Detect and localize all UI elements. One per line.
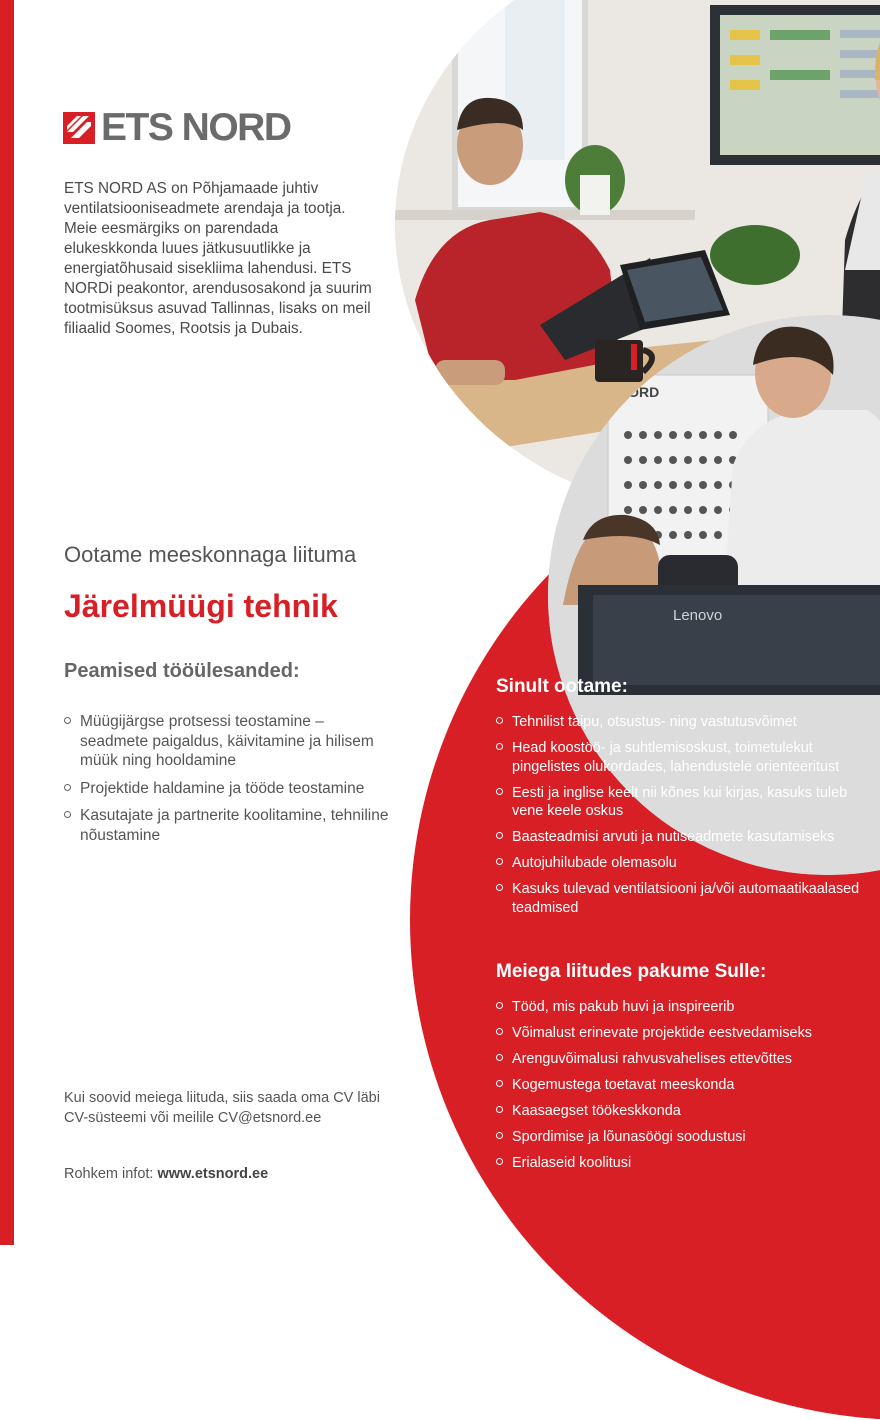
bullet-icon — [496, 884, 503, 891]
bullet-icon — [496, 1028, 503, 1035]
lenovo-label: Lenovo — [673, 607, 723, 624]
left-accent-strip — [0, 0, 14, 1245]
list-item: Erialaseid koolitusi — [496, 1154, 868, 1173]
list-item: Eesti ja inglise keelt nii kõnes kui kirjas, kasuks tuleb vene keele oskus — [496, 784, 868, 821]
bullet-icon — [496, 858, 503, 865]
list-item: Kasutajate ja partnerite koolitamine, tehniline nõustamine — [64, 806, 394, 845]
bullet-icon — [64, 717, 71, 724]
contact-text: Kui soovid meiega liituda, siis saada oma CV läbi CV-süsteemi või meilile CV@etsnord.ee — [64, 1090, 380, 1126]
job-title: Järelmüügi tehnik — [64, 588, 338, 624]
list-item: Arenguvõimalusi rahvusvahelises ettevõttes — [496, 1050, 868, 1069]
tasks-list — [64, 712, 394, 853]
list-item: Tehnilist taipu, otsustus- ning vastutusvõimet — [496, 713, 868, 732]
bullet-icon — [496, 1132, 503, 1139]
subheading: Ootame meeskonnaga liituma — [64, 542, 357, 567]
company-intro: ETS NORD AS on Põhjamaade juhtiv ventilatsiooniseadmete arendaja ja tootja. Meie eesmärgiks on parendada elukeskkonda luues jätkusuutlikke ja energiatõhusaid sisekliima lahendusi. ETS NORDi peakontor, arendusosakond ja suurim tootmisüksus asuvad Tallinnas, lisaks on meil filiaalid Soomes, Rootsis ja Dubais. — [64, 180, 372, 337]
list-item: Projektide haldamine ja tööde teostamine — [64, 779, 394, 799]
offer-heading: Meiega liitudes pakume Sulle: — [496, 961, 767, 982]
logo-text: ETS NORD — [101, 106, 291, 149]
list-item: Võimalust erinevate projektide eestvedamiseks — [496, 1024, 868, 1043]
list-item: Kasuks tulevad ventilatsiooni ja/või automaatikaalased teadmised — [496, 880, 868, 917]
website-link[interactable]: www.etsnord.ee — [157, 1166, 269, 1182]
more-info — [64, 1166, 268, 1182]
bullet-icon — [496, 1002, 503, 1009]
list-item: Kaasaegset töökeskkonda — [496, 1102, 868, 1121]
bullet-icon — [496, 743, 503, 750]
bullet-icon — [496, 1158, 503, 1165]
list-item: Head koostöö- ja suhtlemisoskust, toimetulekut pingelistes olukordades, lahendustele orienteeritust — [496, 739, 868, 776]
list-item: Tööd, mis pakub huvi ja inspireerib — [496, 998, 868, 1017]
requirements-list — [496, 713, 868, 925]
svg-text:NORD: NORD — [618, 384, 660, 400]
offer-list — [496, 998, 868, 1180]
bullet-icon — [64, 811, 71, 818]
tasks-heading: Peamised tööülesanded: — [64, 660, 300, 682]
bullet-icon — [496, 832, 503, 839]
bullet-icon — [496, 1054, 503, 1061]
bullet-icon — [496, 1080, 503, 1087]
list-item: Müügijärgse protsessi teostamine – seadmete paigaldus, käivitamine ja hilisem müük ning hooldamine — [64, 712, 394, 771]
bullet-icon — [64, 784, 71, 791]
more-info-label: Rohkem infot: — [64, 1166, 154, 1182]
list-item: Spordimise ja lõunasöögi soodustusi — [496, 1128, 868, 1147]
list-item: Kogemustega toetavat meeskonda — [496, 1076, 868, 1095]
list-item: Autojuhilubade olemasolu — [496, 854, 868, 873]
bullet-icon — [496, 788, 503, 795]
bullet-icon — [496, 717, 503, 724]
ets-nord-logo — [63, 108, 291, 147]
list-item: Baasteadmisi arvuti ja nutiseadmete kasutamiseks — [496, 828, 868, 847]
bullet-icon — [496, 1106, 503, 1113]
requirements-heading: Sinult ootame: — [496, 676, 628, 697]
logo-mark-icon — [63, 112, 95, 144]
